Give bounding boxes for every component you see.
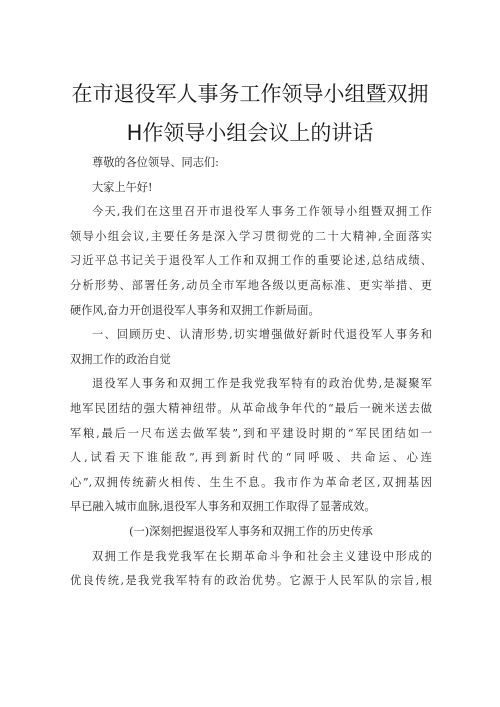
paragraph-1-line-1: 今天,我们在这里召开市退役军人事务工作领导小组暨双拥工作 <box>92 205 432 219</box>
paragraph-2-line-6: 早已融入城市血脉,退役军人事务和双拥工作取得了显著成效。 <box>70 500 376 514</box>
section-1-heading-line-2: 双拥工作的政治自觉 <box>70 352 171 366</box>
document-title-line-1: 在市退役军人事务工作领导小组暨双拥 <box>71 82 429 106</box>
subsection-1-heading: (一)深刻把握退役军人事务和双拥工作的历史传承 <box>129 524 373 538</box>
paragraph-3-line-2: 优良传统,是我党我军特有的政治优势。它源于人民军队的宗旨,根 <box>70 574 432 588</box>
paragraph-2-line-5: 心”,双拥传统薪火相传、生生不息。我市作为革命老区,双拥基因 <box>70 475 432 489</box>
paragraph-2-line-1: 退役军人事务和双拥工作是我党我军特有的政治优势,是凝聚军 <box>92 377 432 391</box>
document-body <box>70 151 432 594</box>
paragraph-2-line-4: 人,试看天下谁能敌”,再到新时代的“同呼吸、共命运、心连 <box>70 451 432 465</box>
greeting: 大家上午好! <box>92 180 153 194</box>
document-title-line-2: H作领导小组会议上的讲话 <box>126 121 374 145</box>
paragraph-1-line-2: 领导小组会议,主要任务是深入学习贯彻党的二十大精神,全面落实 <box>70 229 432 243</box>
paragraph-2-line-2: 地军民团结的强大精神纽带。从革命战争年代的“最后一碗米送去做 <box>70 401 432 415</box>
paragraph-1-line-5: 硬作风,奋力开创退役军人事务和双拥工作新局面。 <box>70 303 320 317</box>
salutation: 尊敬的各位领导、同志们: <box>92 156 219 169</box>
paragraph-1-line-3: 习近平总书记关于退役军人工作和双拥工作的重要论述,总结成绩、 <box>70 254 432 268</box>
section-1-heading-line-1: 一、回顾历史、认清形势,切实增强做好新时代退役军人事务和 <box>92 328 432 342</box>
paragraph-1-line-4: 分析形势、部署任务,动员全市军地各级以更高标准、更实举措、更 <box>70 278 432 292</box>
paragraph-3-line-1: 双拥工作是我党我军在长期革命斗争和社会主义建设中形成的 <box>92 549 432 563</box>
paragraph-2-line-3: 军粮,最后一尺布送去做军装”,到和平建设时期的“军民团结如一 <box>70 426 432 440</box>
